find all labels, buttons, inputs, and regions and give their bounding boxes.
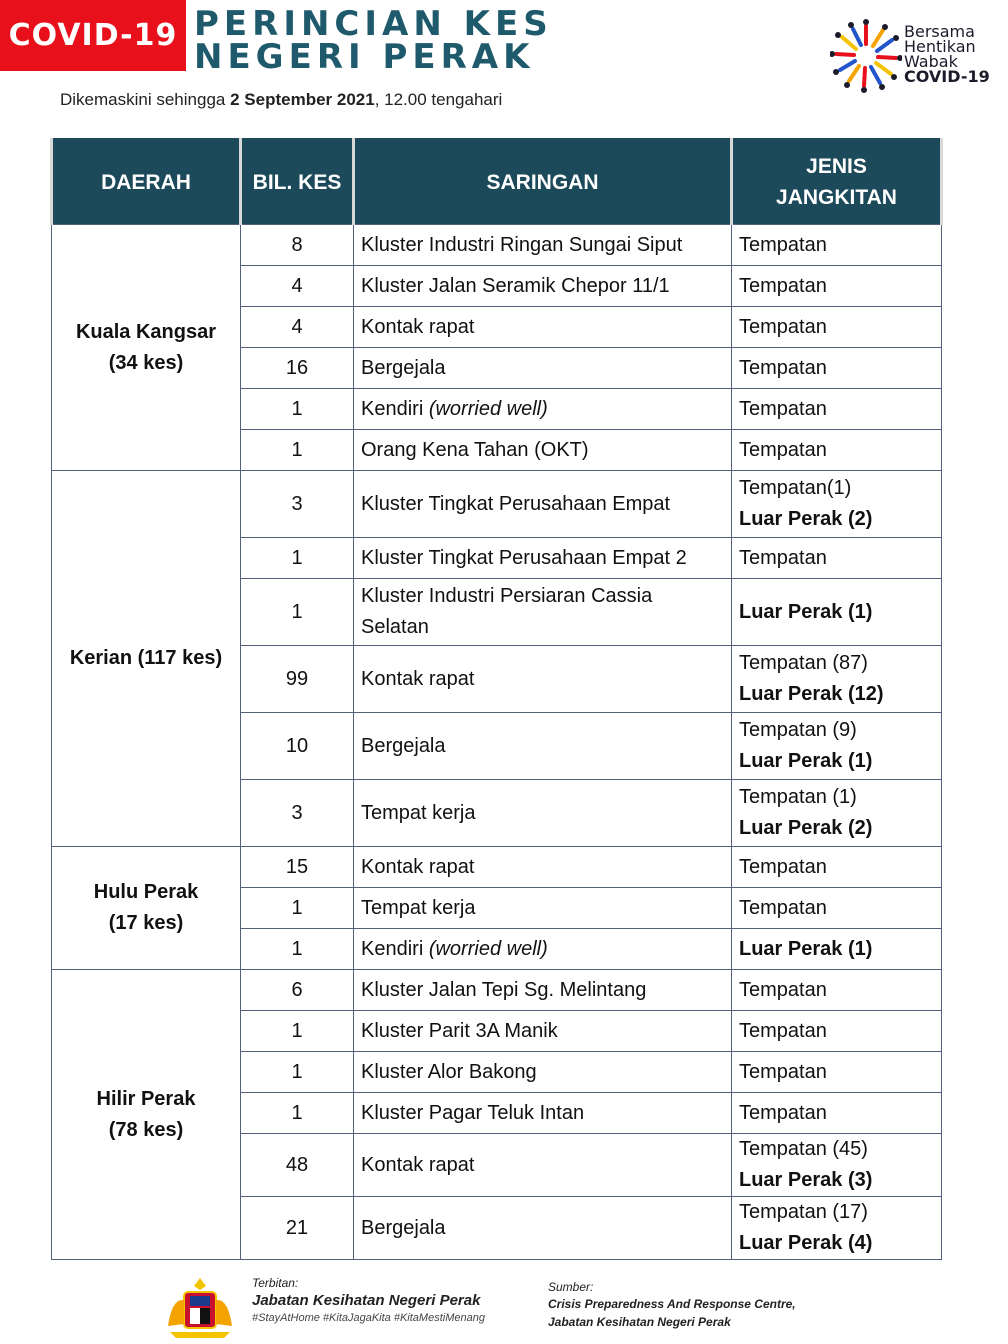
saringan-cell — [354, 389, 732, 430]
saringan-text: Kluster Pagar Teluk Intan — [361, 1101, 585, 1124]
saringan-text: Orang Kena Tahan (OKT) — [361, 438, 589, 461]
jenis-tempatan: Tempatan — [739, 855, 827, 878]
saringan-cell — [354, 780, 732, 847]
bil-kes-cell: 1 — [241, 1093, 354, 1134]
header-daerah: DAERAH — [52, 139, 241, 225]
jenis-luar-perak: Luar Perak (2) — [739, 817, 873, 839]
header-jenis-line-2: JANGKITAN — [776, 186, 897, 209]
logo-line-1: Bersama — [904, 22, 975, 41]
saringan-text: Kluster Industri Persiaran Cassia Selatan — [361, 585, 653, 638]
source-line-1: Crisis Preparedness And Response Centre, — [548, 1297, 796, 1311]
jenis-luar-perak: Luar Perak (4) — [739, 1232, 873, 1254]
jenis-jangkitan-cell — [732, 389, 942, 430]
saringan-text: Kluster Parit 3A Manik — [361, 1019, 558, 1042]
table-row — [52, 471, 942, 538]
district-count: (34 kes) — [108, 351, 184, 374]
saringan-cell — [354, 1052, 732, 1093]
header-jenis-jangkitan — [732, 139, 942, 225]
jenis-jangkitan-cell — [732, 1197, 942, 1260]
bil-kes-cell: 16 — [241, 348, 354, 389]
saringan-cell — [354, 307, 732, 348]
jenis-jangkitan-cell — [732, 646, 942, 713]
bil-kes-cell: 21 — [241, 1197, 354, 1260]
saringan-cell — [354, 348, 732, 389]
source-line-2: Jabatan Kesihatan Negeri Perak — [548, 1315, 731, 1329]
jenis-tempatan: Tempatan (87) — [739, 652, 868, 674]
publisher-label: Terbitan: — [252, 1276, 299, 1290]
updated-prefix: Dikemaskini sehingga — [60, 90, 226, 109]
bil-kes-cell: 1 — [241, 1052, 354, 1093]
bil-kes-cell: 1 — [241, 430, 354, 471]
saringan-text: Kontak rapat — [361, 667, 475, 690]
logo-line-2: Hentikan — [904, 37, 976, 56]
source-block — [548, 1280, 796, 1330]
jenis-tempatan: Tempatan (1) — [739, 786, 857, 808]
jenis-jangkitan-cell — [732, 780, 942, 847]
saringan-text: Kendiri — [361, 937, 424, 960]
saringan-cell — [354, 847, 732, 888]
jenis-luar-perak: Luar Perak (12) — [739, 683, 884, 705]
saringan-cell — [354, 430, 732, 471]
saringan-text: Kontak rapat — [361, 1153, 475, 1176]
state-crest-icon — [160, 1276, 240, 1340]
footer — [0, 1270, 1008, 1344]
saringan-cell — [354, 538, 732, 579]
saringan-cell — [354, 646, 732, 713]
saringan-cell — [354, 1011, 732, 1052]
saringan-text: Kontak rapat — [361, 855, 475, 878]
campaign-logo — [830, 16, 1000, 102]
bil-kes-cell: 3 — [241, 780, 354, 847]
case-breakdown-table — [50, 138, 943, 1260]
publisher-block — [252, 1276, 485, 1324]
saringan-cell — [354, 970, 732, 1011]
logo-line-4: COVID-19 — [904, 67, 990, 86]
saringan-text: Bergejala — [361, 1216, 446, 1239]
saringan-italic-note: (worried well) — [428, 397, 548, 420]
header-saringan: SARINGAN — [354, 139, 732, 225]
bil-kes-cell: 4 — [241, 307, 354, 348]
bil-kes-cell: 15 — [241, 847, 354, 888]
jenis-luar-perak: Luar Perak (2) — [739, 508, 873, 530]
saringan-cell — [354, 888, 732, 929]
saringan-cell — [354, 471, 732, 538]
bil-kes-cell: 1 — [241, 1011, 354, 1052]
updated-time: , 12.00 tengahari — [374, 90, 503, 109]
bil-kes-cell: 3 — [241, 471, 354, 538]
jenis-jangkitan-cell — [732, 1134, 942, 1197]
district-cell — [52, 225, 241, 471]
jenis-jangkitan-cell — [732, 225, 942, 266]
district-count: (17 kes) — [108, 912, 184, 934]
district-name: Kerian (117 kes) — [69, 647, 223, 669]
title-line-1: PERINCIAN KES — [194, 4, 553, 44]
saringan-italic-note: (worried well) — [428, 937, 548, 960]
bil-kes-cell: 1 — [241, 389, 354, 430]
saringan-text: Kluster Industri Ringan Sungai Siput — [361, 233, 683, 256]
jenis-jangkitan-cell — [732, 1093, 942, 1134]
saringan-text: Tempat kerja — [361, 896, 476, 919]
jenis-tempatan: Tempatan — [739, 397, 827, 420]
jenis-jangkitan-cell — [732, 266, 942, 307]
saringan-cell — [354, 1134, 732, 1197]
jenis-tempatan: Tempatan(1) — [739, 477, 852, 499]
saringan-cell — [354, 1093, 732, 1134]
jenis-luar-perak: Luar Perak (1) — [739, 937, 873, 960]
bil-kes-cell: 10 — [241, 713, 354, 780]
publisher-org: Jabatan Kesihatan Negeri Perak — [252, 1292, 481, 1309]
header-bil-kes: BIL. KES — [241, 139, 354, 225]
table-row — [52, 225, 942, 266]
bil-kes-cell: 6 — [241, 970, 354, 1011]
jenis-jangkitan-cell — [732, 348, 942, 389]
saringan-text: Kendiri — [361, 397, 424, 420]
page-title — [194, 4, 553, 77]
jenis-jangkitan-cell — [732, 713, 942, 780]
jenis-jangkitan-cell — [732, 847, 942, 888]
jenis-jangkitan-cell — [732, 1011, 942, 1052]
saringan-text: Kluster Tingkat Perusahaan Empat — [361, 492, 671, 515]
logo-text — [904, 24, 990, 84]
saringan-text: Kluster Tingkat Perusahaan Empat 2 — [361, 546, 687, 569]
district-cell — [52, 847, 241, 970]
jenis-tempatan: Tempatan (9) — [739, 719, 857, 741]
district-name: Kuala Kangsar — [75, 320, 217, 343]
saringan-text: Kontak rapat — [361, 315, 475, 338]
jenis-tempatan: Tempatan — [739, 315, 827, 338]
saringan-text: Bergejala — [361, 356, 446, 379]
saringan-cell — [354, 225, 732, 266]
jenis-luar-perak: Luar Perak (1) — [739, 750, 873, 772]
jenis-jangkitan-cell — [732, 471, 942, 538]
jenis-jangkitan-cell — [732, 307, 942, 348]
logo-line-3: Wabak — [904, 52, 958, 71]
saringan-text: Kluster Jalan Tepi Sg. Melintang — [361, 978, 647, 1001]
updated-note — [60, 90, 502, 110]
saringan-text: Bergejala — [361, 734, 446, 757]
bil-kes-cell: 1 — [241, 888, 354, 929]
bil-kes-cell: 1 — [241, 929, 354, 970]
district-count: (78 kes) — [108, 1118, 184, 1141]
jenis-tempatan: Tempatan — [739, 1060, 827, 1083]
header-jenis-line-1: JENIS — [806, 155, 867, 178]
jenis-tempatan: Tempatan — [739, 356, 827, 379]
jenis-tempatan: Tempatan — [739, 233, 827, 256]
jenis-jangkitan-cell — [732, 929, 942, 970]
district-name: Hulu Perak — [93, 881, 199, 903]
table-row — [52, 847, 942, 888]
updated-date: 2 September 2021 — [230, 90, 375, 109]
jenis-tempatan: Tempatan — [739, 1101, 827, 1124]
jenis-tempatan: Tempatan — [739, 274, 827, 297]
jenis-jangkitan-cell — [732, 970, 942, 1011]
jenis-luar-perak: Luar Perak (1) — [739, 600, 873, 623]
jenis-tempatan: Tempatan — [739, 896, 827, 919]
table-row — [52, 970, 942, 1011]
bil-kes-cell: 8 — [241, 225, 354, 266]
saringan-cell — [354, 579, 732, 646]
jenis-tempatan: Tempatan (17) — [739, 1201, 868, 1223]
bil-kes-cell: 1 — [241, 538, 354, 579]
bil-kes-cell: 99 — [241, 646, 354, 713]
jenis-tempatan: Tempatan — [739, 546, 827, 569]
title-line-2: NEGERI PERAK — [194, 37, 535, 77]
source-label: Sumber: — [548, 1280, 594, 1294]
table-body — [52, 225, 942, 1260]
jenis-jangkitan-cell — [732, 430, 942, 471]
jenis-jangkitan-cell — [732, 538, 942, 579]
sunburst-icon — [830, 16, 902, 96]
district-name: Hilir Perak — [96, 1087, 196, 1110]
saringan-cell — [354, 266, 732, 307]
jenis-luar-perak: Luar Perak (3) — [739, 1169, 873, 1191]
saringan-text: Kluster Jalan Seramik Chepor 11/1 — [361, 274, 670, 297]
jenis-tempatan: Tempatan (45) — [739, 1138, 868, 1160]
saringan-cell — [354, 713, 732, 780]
bil-kes-cell: 4 — [241, 266, 354, 307]
jenis-tempatan: Tempatan — [739, 978, 827, 1001]
saringan-cell — [354, 1197, 732, 1260]
saringan-text: Tempat kerja — [361, 801, 476, 824]
bil-kes-cell: 48 — [241, 1134, 354, 1197]
bil-kes-cell: 1 — [241, 579, 354, 646]
jenis-jangkitan-cell — [732, 888, 942, 929]
jenis-jangkitan-cell — [732, 1052, 942, 1093]
district-cell — [52, 471, 241, 847]
saringan-cell — [354, 929, 732, 970]
district-cell — [52, 970, 241, 1260]
hashtags: #StayAtHome #KitaJagaKita #KitaMestiMenang — [252, 1312, 485, 1324]
table-header-row — [52, 139, 942, 225]
jenis-tempatan: Tempatan — [739, 1019, 827, 1042]
jenis-jangkitan-cell — [732, 579, 942, 646]
jenis-tempatan: Tempatan — [739, 438, 827, 461]
covid-badge: COVID-19 — [0, 0, 186, 71]
saringan-text: Kluster Alor Bakong — [361, 1060, 537, 1083]
